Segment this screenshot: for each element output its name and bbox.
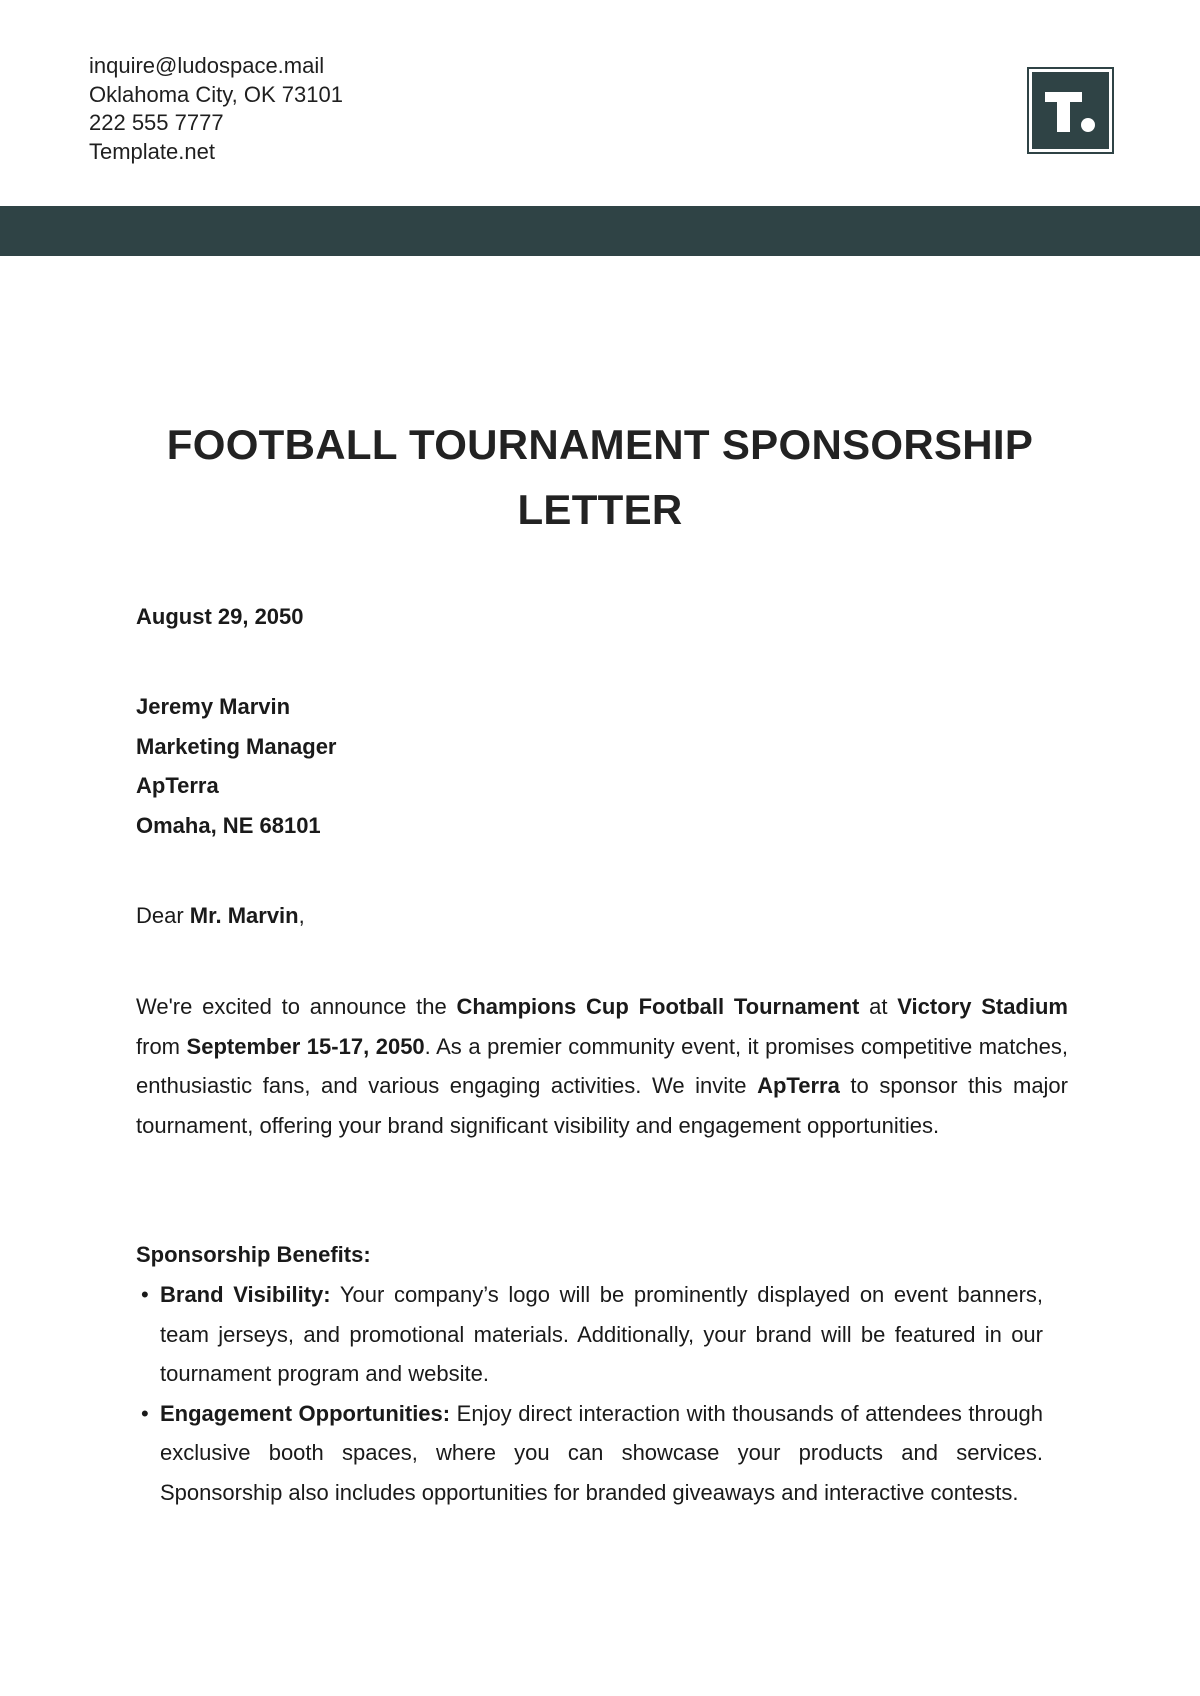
tournament-name: Champions Cup Football Tournament: [456, 994, 860, 1019]
benefits-heading: Sponsorship Benefits:: [136, 1242, 371, 1267]
contact-info: [89, 52, 343, 166]
template-logo-icon: [1032, 72, 1109, 149]
contact-phone: 222 555 7777: [89, 110, 224, 135]
contact-city: Oklahoma City, OK 73101: [89, 81, 343, 107]
recipient-company: ApTerra: [136, 773, 219, 798]
salutation-name: Mr. Marvin: [189, 903, 299, 928]
sponsor-company: ApTerra: [757, 1073, 840, 1098]
benefit-text: Enjoy direct interaction with thousands of attendees through exclusive booth spaces, where you can showcase your products and services. Sponsorship also includes opportunities for branded giveaways and interactive contests.: [160, 1400, 1043, 1505]
page-title: FOOTBALL TOURNAMENT SPONSORSHIP LETTER: [166, 421, 1034, 533]
benefit-text: Your company’s logo will be prominently displayed on event banners, team jerseys, and promotional materials. Additionally, your brand will be featured in our tournament program and website.: [160, 1282, 1044, 1386]
intro-text-1: We're excited to announce the: [136, 994, 457, 1019]
letter-date: August 29, 2050: [136, 604, 304, 629]
intro-text-5: to sponsor this major tournament, offering your brand significant visibility and engagement opportunities.: [136, 1073, 1068, 1138]
intro-text-3: from: [136, 1033, 187, 1059]
benefits-list: [136, 1275, 1043, 1512]
header-band: [0, 206, 1200, 256]
recipient-position: Marketing Manager: [136, 733, 337, 759]
benefit-label: Engagement Opportunities:: [160, 1400, 451, 1426]
list-item: [136, 1394, 1043, 1513]
bullet-icon: •: [141, 1282, 149, 1307]
contact-website[interactable]: Template.net: [89, 138, 215, 164]
intro-text-2: at: [859, 994, 898, 1019]
recipient-address: Omaha, NE 68101: [136, 812, 321, 838]
contact-email[interactable]: inquire@ludospace.mail: [89, 53, 325, 78]
list-item: [136, 1275, 1043, 1394]
venue-name: Victory Stadium: [897, 994, 1068, 1019]
recipient-name: Jeremy Marvin: [136, 694, 291, 719]
bullet-icon: •: [141, 1400, 149, 1426]
salutation-prefix: Dear: [136, 903, 190, 928]
event-dates: September 15-17, 2050: [186, 1033, 425, 1059]
intro-paragraph: [136, 987, 1068, 1145]
benefit-label: Brand Visibility:: [160, 1282, 331, 1307]
salutation-suffix: ,: [298, 903, 305, 928]
recipient-block: [136, 687, 1068, 845]
intro-text-4: . As a premier community event, it promises competitive matches, enthusiastic fans, and various engaging activities. We invite: [136, 1033, 1068, 1098]
company-logo: [1027, 67, 1114, 154]
salutation: [136, 896, 1068, 936]
